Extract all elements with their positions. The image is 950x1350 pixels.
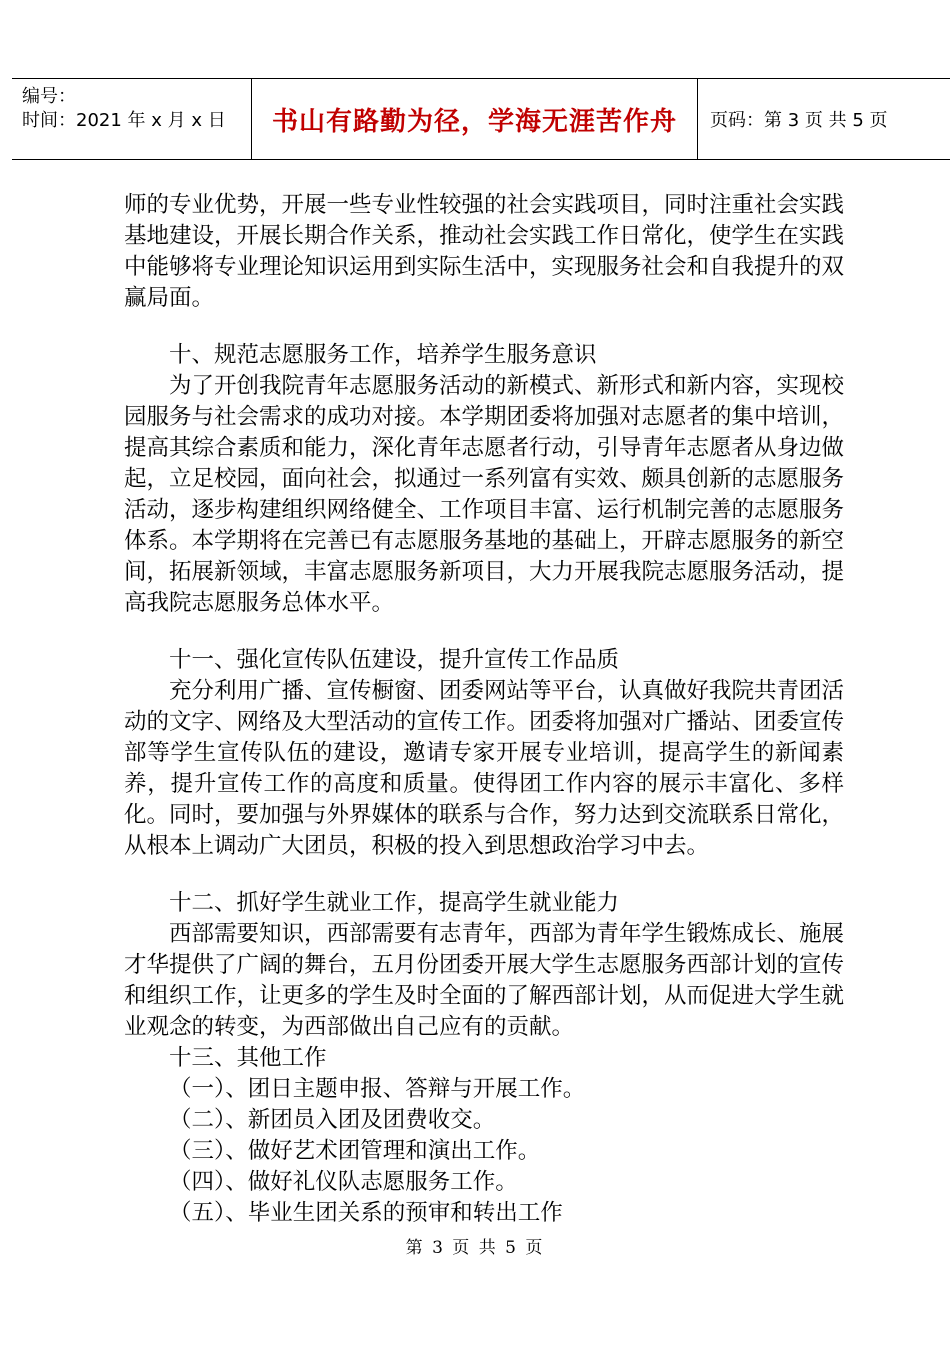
section-11-heading: 十一、强化宣传队伍建设，提升宣传工作品质 xyxy=(169,647,620,673)
section-12-paragraph: 西部需要知识，西部需要有志青年，西部为青年学生锻炼成长、施展才华提供了广阔的舞台，五月份团委开展大学生志愿服务西部计划的宣传和组织工作，让更多的学生及时全面的了解西部计划，从而促进大学生就业观念的转变，为西部做出自己应有的贡献。 xyxy=(124,921,845,1040)
section-13-heading: 十三、其他工作 xyxy=(169,1045,327,1071)
document-time-label: 时间：2021 年 x 月 x 日 xyxy=(22,110,226,131)
section-12-heading: 十二、抓好学生就业工作，提高学生就业能力 xyxy=(169,890,620,916)
list-item: （四）、做好礼仪队志愿服务工作。 xyxy=(169,1169,518,1195)
document-number-label: 编号： xyxy=(22,86,76,107)
section-11-paragraph: 充分利用广播、宣传橱窗、团委网站等平台，认真做好我院共青团活动的文字、网络及大型活动的宣传工作。团委将加强对广播站、团委宣传部等学生宣传队伍的建设，邀请专家开展专业培训，提高学生的新闻素养，提升宣传工作的高度和质量。使得团工作内容的展示丰富化、多样化。同时，要加强与外界媒体的联系与合作，努力达到交流联系日常化，从根本上调动广大团员，积极的投入到思想政治学习中去。 xyxy=(124,678,845,859)
continuation-paragraph: 师的专业优势，开展一些专业性较强的社会实践项目，同时注重社会实践基地建设，开展长期合作关系，推动社会实践工作日常化，使学生在实践中能够将专业理论知识运用到实际生活中，实现服务社会和自我提升的双赢局面。 xyxy=(124,192,845,311)
list-item: （二）、新团员入团及团费收交。 xyxy=(169,1107,496,1133)
header-motto: 书山有路勤为径，学海无涯苦作舟 xyxy=(252,79,698,159)
header-page-info: 页码：第 3 页 共 5 页 xyxy=(710,110,888,131)
section-10-paragraph: 为了开创我院青年志愿服务活动的新模式、新形式和新内容，实现校园服务与社会需求的成功对接。本学期团委将加强对志愿者的集中培训，提高其综合素质和能力，深化青年志愿者行动，引导青年志愿者从身边做起，立足校园，面向社会，拟通过一系列富有实效、颇具创新的志愿服务活动，逐步构建组织网络健全、工作项目丰富、运行机制完善的志愿服务体系。本学期将在完善已有志愿服务基地的基础上，开辟志愿服务的新空间，拓展新领域，丰富志愿服务新项目，大力开展我院志愿服务活动，提高我院志愿服务总体水平。 xyxy=(124,373,845,616)
page-header xyxy=(12,78,950,160)
list-item: （一）、团日主题申报、答辩与开展工作。 xyxy=(169,1076,586,1102)
header-meta xyxy=(12,79,252,159)
page-footer: 第 3 页 共 5 页 xyxy=(405,1238,545,1258)
document-body xyxy=(124,190,844,1229)
list-item: （五）、毕业生团关系的预审和转出工作 xyxy=(169,1200,563,1226)
list-item: （三）、做好艺术团管理和演出工作。 xyxy=(169,1138,541,1164)
section-10-heading: 十、规范志愿服务工作，培养学生服务意识 xyxy=(169,342,597,368)
